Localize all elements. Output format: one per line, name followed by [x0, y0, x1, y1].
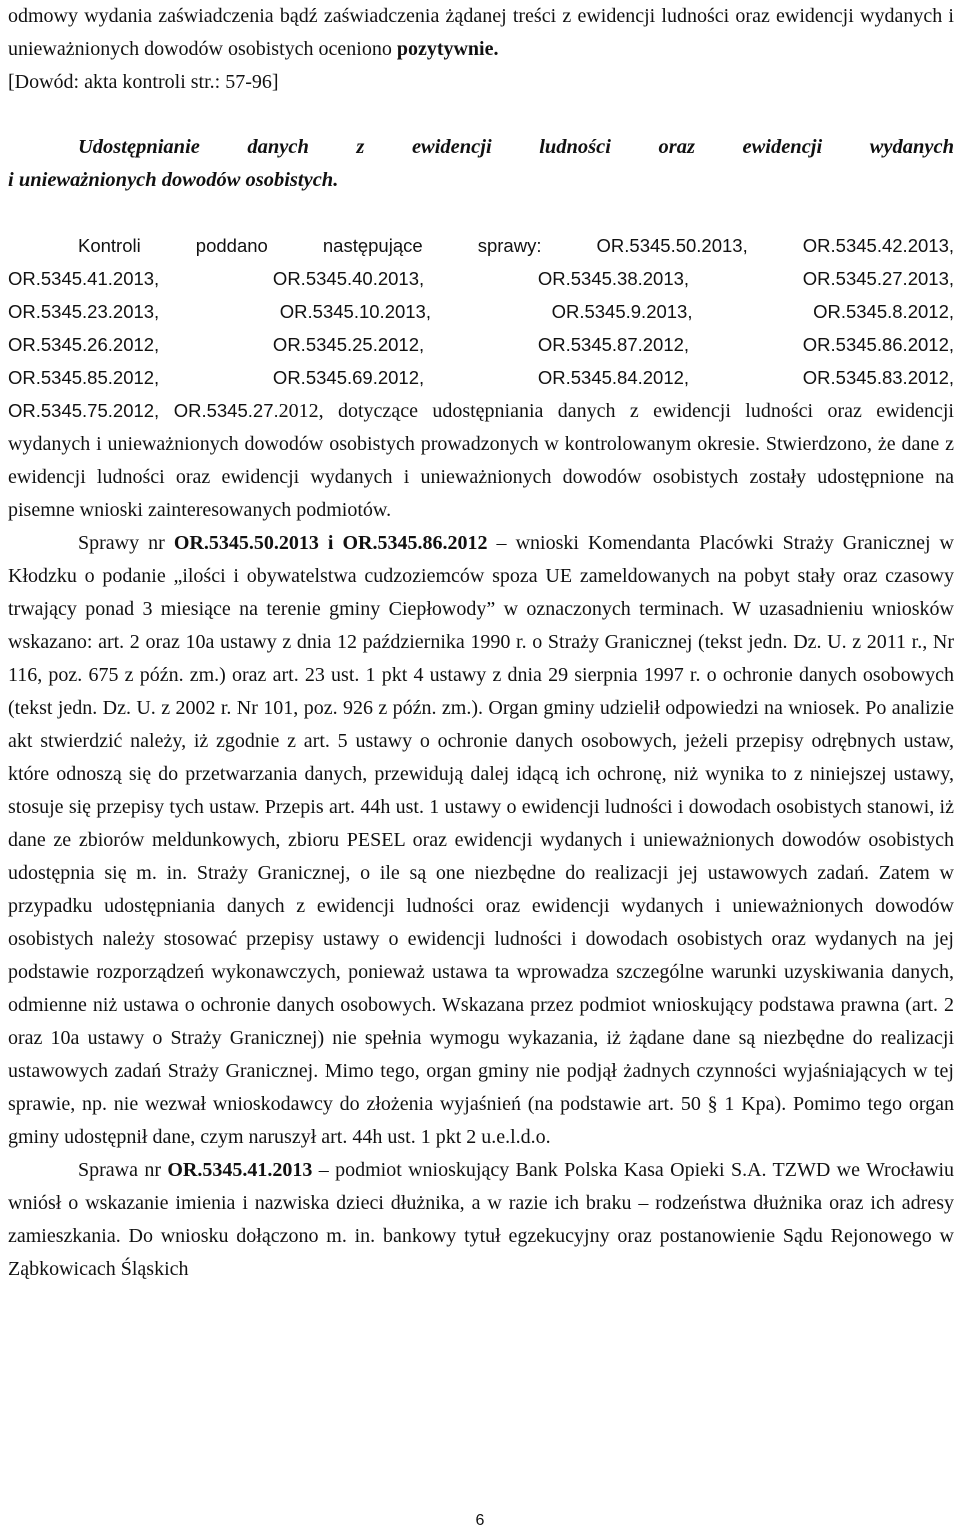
case2-body: – podmiot wnioskujący Bank Polska Kasa Opieki S.A. TZWD we Wrocławiu wniósł o wskazanie imienia i nazwiska dzieci dłużnika, a w razie ich braku – rodzeństwa dłużnika oraz ich adresy zamieszkania. Do wniosku dołączono m. in. bankowy tytuł egzekucyjny oraz postanowienie Sądu Rejonowego w Ząbkowicach Śląskich — [8, 1159, 954, 1280]
cases-row-4: OR.5345.85.2012, OR.5345.69.2012, OR.5345.84.2012, OR.5345.83.2012, — [8, 367, 954, 388]
case1-prefix: Sprawy nr — [78, 532, 174, 554]
section-heading-line2: i unieważnionych dowodów osobistych. — [8, 169, 339, 191]
cases-row-1: OR.5345.41.2013, OR.5345.40.2013, OR.5345.38.2013, OR.5345.27.2013, — [8, 268, 954, 289]
paragraph-assessment — [8, 0, 954, 99]
cases-summary — [8, 394, 954, 527]
case1-numbers: OR.5345.50.2013 i OR.5345.86.2012 — [173, 532, 488, 554]
cases-row-2: OR.5345.23.2013, OR.5345.10.2013, OR.5345.9.2013, OR.5345.8.2012, — [8, 301, 954, 322]
case1-body: – wnioski Komendanta Placówki Straży Granicznej w Kłodzku o podanie „ilości i obywatelstwa cudzoziemców spoza UE zameldowanych na pobyt stały oraz czasowy trwający ponad 3 miesiące na terenie gminy Ciepłowody” w oznaczonych terminach. W uzasadnieniu wniosków wskazano: art. 2 oraz 10a ustawy z dnia 12 października 1990 r. o Straży Granicznej (tekst jedn. Dz. U. z 2011 r., Nr 116, poz. 675 z późn. zm.) oraz art. 23 ust. 1 pkt 4 ustawy z dnia 29 sierpnia 1997 r. o ochronie danych osobowych (tekst jedn. Dz. U. z 2002 r. Nr 101, poz. 926 z późn. zm.). Organ gminy udzielił odpowiedzi na wniosek. Po analizie akt stwierdzić należy, iż zgodnie z art. 5 ustawy o ochronie danych osobowych, jeżeli przepisy odrębnych ustaw, które odnoszą się do przetwarzania danych, przewidują dalej idącą ich ochronę, niż wynika to z niniejszej ustawy, stosuje się przepisy tych ustaw. Przepis art. 44h ust. 1 ustawy o ewidencji ludności i dowodach osobistych stanowi, iż dane ze zbiorów meldunkowych, zbioru PESEL oraz ewidencji wydanych i unieważnionych dowodów osobistych udostępnia się m. in. Straży Granicznej, o ile są one niezbędne do realizacji jej ustawowych zadań. Zatem w przypadku udostępniania danych z ewidencji ludności oraz ewidencji wydanych i unieważnionych dowodów osobistych należy stosować przepisy ustawy o ewidencji ludności i dowodach osobistych oraz wydanych na jej podstawie rozporządzeń wykonawczych, ponieważ ustawa ta wprowadza szczególne warunki uzyskiwania danych, odmienne niż ustawa o ochronie danych osobowych. Wskazana przez podmiot wnioskujący podstawa prawna (art. 2 oraz 10a ustawy o Straży Granicznej) nie spełnia wymogu wykazania, iż żądane dane są niezbędne do realizacji ustawowych zadań Straży Granicznej. Mimo tego, organ gminy nie podjął żadnych czynności wyjaśniających w tej sprawie, np. nie wezwał wnioskodawcy do złożenia wyjaśnień (na podstawie art. 50 § 1 Kpa). Pomimo tego organ gminy udostępnił dane, czym naruszył art. 44h ust. 1 pkt 2 u.e.l.d.o. — [8, 532, 954, 1148]
evidence-reference: [Dowód: akta kontroli str.: 57-96] — [8, 71, 279, 93]
assessment-verdict: pozytywnie. — [396, 38, 499, 60]
cases-last-codes: OR.5345.75.2012, OR.5345.27. — [8, 400, 279, 421]
section-heading-line1: Udostępnianie danych z ewidencji ludności oraz ewidencji wydanych — [78, 136, 954, 158]
spacer — [8, 197, 954, 229]
cases-row-3: OR.5345.26.2012, OR.5345.25.2012, OR.5345.87.2012, OR.5345.86.2012, — [8, 334, 954, 355]
cases-summary-text: 2012, dotyczące udostępniania danych z ewidencji ludności oraz ewidencji wydanych i unieważnionych dowodów osobistych prowadzonych w kontrolowanym okresie. Stwierdzono, że dane z ewidencji ludności oraz ewidencji wydanych i unieważnionych dowodów osobistych zostały udostępnione na pisemne wnioski zainteresowanych podmiotów. — [8, 400, 954, 521]
page-number: 6 — [475, 1512, 485, 1529]
document-page — [8, 0, 954, 1286]
case-paragraph-border-guard — [8, 527, 954, 1154]
assessment-text: odmowy wydania zaświadczenia bądź zaświadczenia żądanej treści z ewidencji ludności oraz ewidencji wydanych i unieważnionych dowodów osobistych oceniono — [8, 5, 954, 60]
case-paragraph-bank — [8, 1154, 954, 1286]
spacer — [8, 99, 954, 131]
cases-intro: Kontroli poddano następujące sprawy: OR.5345.50.2013, OR.5345.42.2013, — [78, 235, 954, 256]
case2-number: OR.5345.41.2013 — [167, 1159, 313, 1181]
case2-prefix: Sprawa nr — [78, 1159, 168, 1181]
